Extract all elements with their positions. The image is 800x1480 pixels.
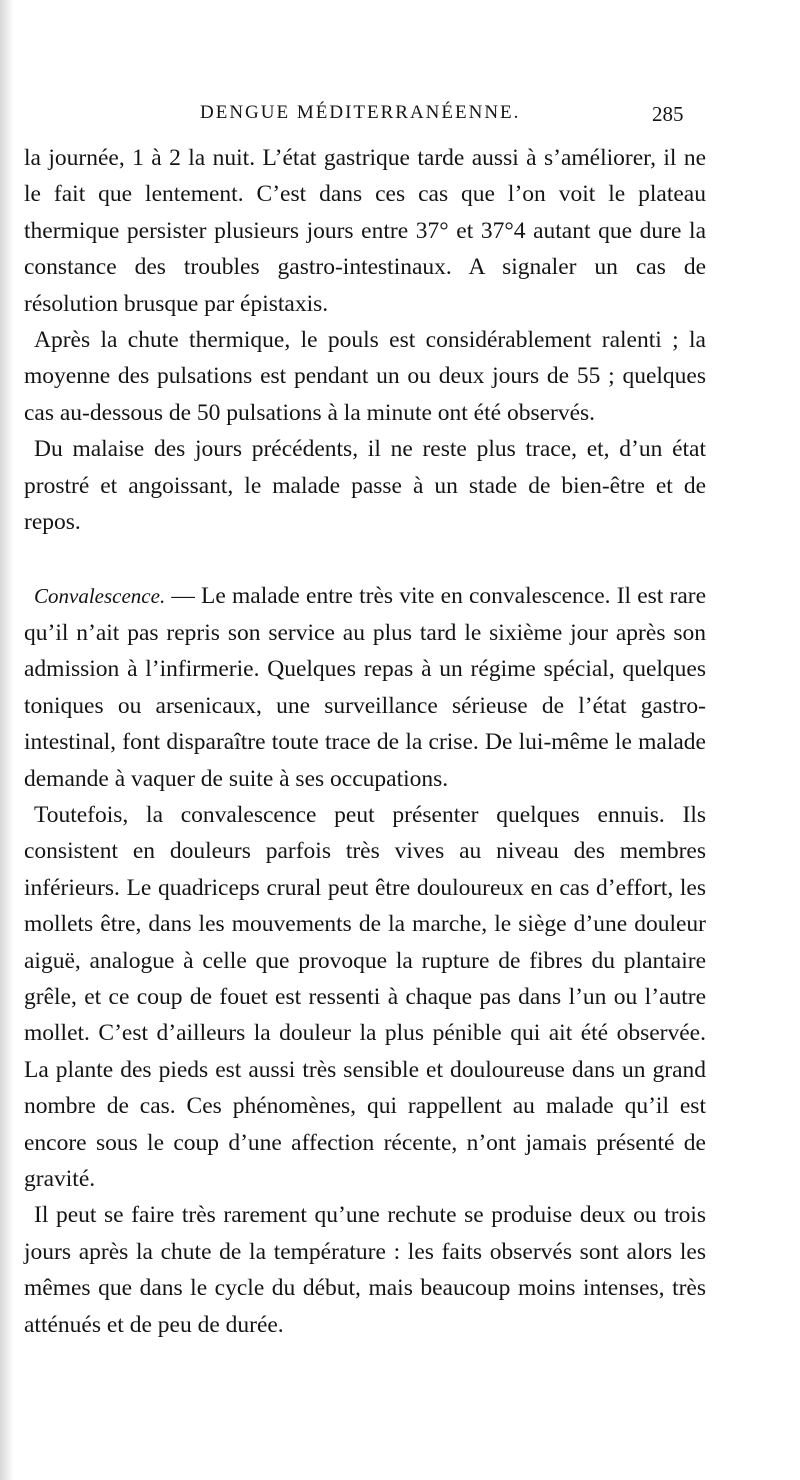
section-dash: —: [165, 583, 202, 610]
page-gutter-shadow: [0, 0, 14, 1480]
section-paragraph: [24, 578, 706, 796]
paragraph: Il peut se faire très rarement qu’une rechute se produise deux ou trois jours après la chute de la température : les faits observés sont alors les mêmes que dans le cycle du début, mais beaucoup moins intenses, très atténués et de peu de durée.: [24, 1202, 706, 1338]
paragraph: la journée, 1 à 2 la nuit. L’état gastrique tarde aussi à s’améliorer, il ne le fait que lentement. C’est dans ces cas que l’on voit le plateau thermique persister plusieurs jours entre 37° et 37°4 autant que dure la constance des troubles gastro-intestinaux. A signaler un cas de résolution brusque par épistaxis.: [24, 145, 706, 317]
section-heading: Convalescence.: [34, 584, 166, 609]
section-text: Le malade entre très vite en convalescence. Il est rare qu’il n’ait pas repris son service au plus tard le sixième jour après son admission à l’infirmerie. Quelques repas à un régime spécial, quelques toniques ou arsenicaux, une surveillance sérieuse de l’état gastro-intestinal, font disparaître toute trace de la crise. De lui-même le malade demande à vaquer de suite à ses occupations.: [24, 583, 707, 792]
section-spacer: [24, 540, 706, 578]
paragraph: Après la chute thermique, le pouls est considérablement ralenti ; la moyenne des pulsations est pendant un ou deux jours de 55 ; quelques cas au-dessous de 50 pulsations à la minute ont été observés.: [24, 327, 706, 426]
running-head: [0, 102, 800, 132]
page-number: 285: [652, 102, 684, 126]
paragraph: Du malaise des jours précédents, il ne reste plus trace, et, d’un état prostré et angoissant, le malade passe à un stade de bien-être et de repos.: [24, 436, 706, 536]
running-title: DENGUE MÉDITERRANÉENNE.: [200, 102, 521, 123]
paragraph: Toutefois, la convalescence peut présenter quelques ennuis. Ils consistent en douleurs parfois très vives au niveau des membres inférieurs. Le quadriceps crural peut être douloureux en cas d’effort, les mollets être, dans les mouvements de la marche, le siège d’une douleur aiguë, analogue à celle que provoque la rupture de fibres du plantaire grêle, et ce coup de fouet est ressenti à chaque pas dans l’un ou l’autre mollet. C’est d’ailleurs la douleur la plus pénible qui ait été observée. La plante des pieds est aussi très sensible et douloureuse dans un grand nombre de cas. Ces phénomènes, qui rappellent au malade qu’il est encore sous le coup d’une affection récente, n’ont jamais présenté de gravité.: [24, 801, 706, 1192]
body-text: [24, 140, 706, 1343]
